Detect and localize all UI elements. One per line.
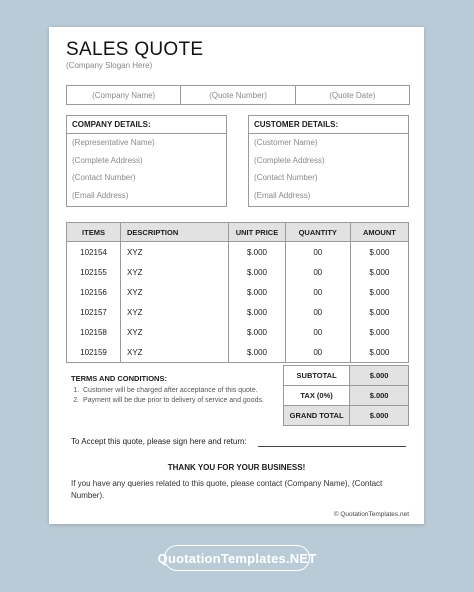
table-row: [67, 282, 409, 302]
items-table: [66, 222, 409, 363]
subtotal-label: SUBTOTAL: [284, 366, 350, 386]
brand-badge[interactable]: QuotationTemplates.NET: [164, 545, 310, 571]
customer-address: (Complete Address): [254, 155, 325, 165]
item-amount: $.000: [350, 322, 408, 342]
subtotal-value: $.000: [350, 366, 409, 386]
table-row: [67, 322, 409, 342]
quote-document: [49, 27, 424, 524]
item-description: XYZ: [121, 322, 229, 342]
item-amount: $.000: [350, 282, 408, 302]
terms-list: [71, 387, 283, 404]
item-unit-price: $.000: [229, 242, 286, 263]
company-slogan: (Company Slogan Here): [66, 61, 153, 70]
tax-label: TAX (0%): [284, 386, 350, 406]
item-quantity: 00: [285, 302, 350, 322]
item-quantity: 00: [285, 322, 350, 342]
accept-instruction: To Accept this quote, please sign here and return:: [71, 437, 247, 446]
quote-header-row: [66, 85, 410, 105]
terms-section: [71, 374, 283, 407]
table-row: [67, 242, 409, 263]
item-quantity: 00: [285, 342, 350, 363]
col-description: DESCRIPTION: [121, 223, 229, 242]
customer-contact: (Contact Number): [254, 173, 318, 183]
table-row: [67, 302, 409, 322]
customer-details-box: [248, 115, 409, 207]
items-table-header: [67, 223, 409, 242]
item-quantity: 00: [285, 282, 350, 302]
col-unit-price: UNIT PRICE: [229, 223, 286, 242]
item-quantity: 00: [285, 242, 350, 263]
tax-value: $.000: [350, 386, 409, 406]
item-id: 102155: [67, 262, 121, 282]
item-unit-price: $.000: [229, 322, 286, 342]
col-quantity: QUANTITY: [285, 223, 350, 242]
item-id: 102159: [67, 342, 121, 363]
item-amount: $.000: [350, 242, 408, 263]
customer-details-heading: CUSTOMER DETAILS:: [249, 116, 408, 134]
item-unit-price: $.000: [229, 282, 286, 302]
item-amount: $.000: [350, 302, 408, 322]
terms-heading: TERMS AND CONDITIONS:: [71, 374, 167, 383]
signature-line: [258, 446, 406, 447]
thank-you-message: THANK YOU FOR YOUR BUSINESS!: [167, 463, 306, 472]
quote-number-field: (Quote Number): [180, 86, 294, 104]
item-quantity: 00: [285, 262, 350, 282]
item-description: XYZ: [121, 302, 229, 322]
item-id: 102154: [67, 242, 121, 263]
terms-item: 1. Customer will be charged after acceptance of this quote.: [81, 387, 283, 394]
quote-date-field: (Quote Date): [295, 86, 409, 104]
document-title: SALES QUOTE: [66, 39, 204, 60]
item-description: XYZ: [121, 282, 229, 302]
item-unit-price: $.000: [229, 262, 286, 282]
company-address: (Complete Address): [72, 155, 143, 165]
copyright-notice: © QuotationTemplates.net: [333, 511, 409, 518]
item-id: 102157: [67, 302, 121, 322]
item-unit-price: $.000: [229, 342, 286, 363]
table-row: [67, 262, 409, 282]
item-id: 102156: [67, 282, 121, 302]
terms-item: 2. Payment will be due prior to delivery of service and goods.: [81, 397, 283, 404]
col-amount: AMOUNT: [350, 223, 408, 242]
item-unit-price: $.000: [229, 302, 286, 322]
company-details-box: [66, 115, 227, 207]
item-description: XYZ: [121, 342, 229, 363]
company-details-heading: COMPANY DETAILS:: [67, 116, 226, 134]
company-contact: (Contact Number): [72, 173, 136, 183]
tax-row: [284, 386, 409, 406]
company-representative: (Representative Name): [72, 138, 155, 148]
subtotal-row: [284, 366, 409, 386]
item-description: XYZ: [121, 262, 229, 282]
item-amount: $.000: [350, 342, 408, 363]
grand-total-label: GRAND TOTAL: [284, 406, 350, 426]
grand-total-value: $.000: [350, 406, 409, 426]
customer-email: (Email Address): [254, 190, 311, 200]
item-id: 102158: [67, 322, 121, 342]
company-name-field: (Company Name): [92, 90, 156, 100]
item-amount: $.000: [350, 262, 408, 282]
queries-note: If you have any queries related to this quote, please contact (Company Name), (Contact Number).: [71, 479, 383, 500]
item-description: XYZ: [121, 242, 229, 263]
company-email: (Email Address): [72, 190, 129, 200]
customer-name: (Customer Name): [254, 138, 318, 148]
grand-total-row: [284, 406, 409, 426]
table-row: [67, 342, 409, 363]
col-items: ITEMS: [67, 223, 121, 242]
totals-table: [283, 365, 409, 426]
